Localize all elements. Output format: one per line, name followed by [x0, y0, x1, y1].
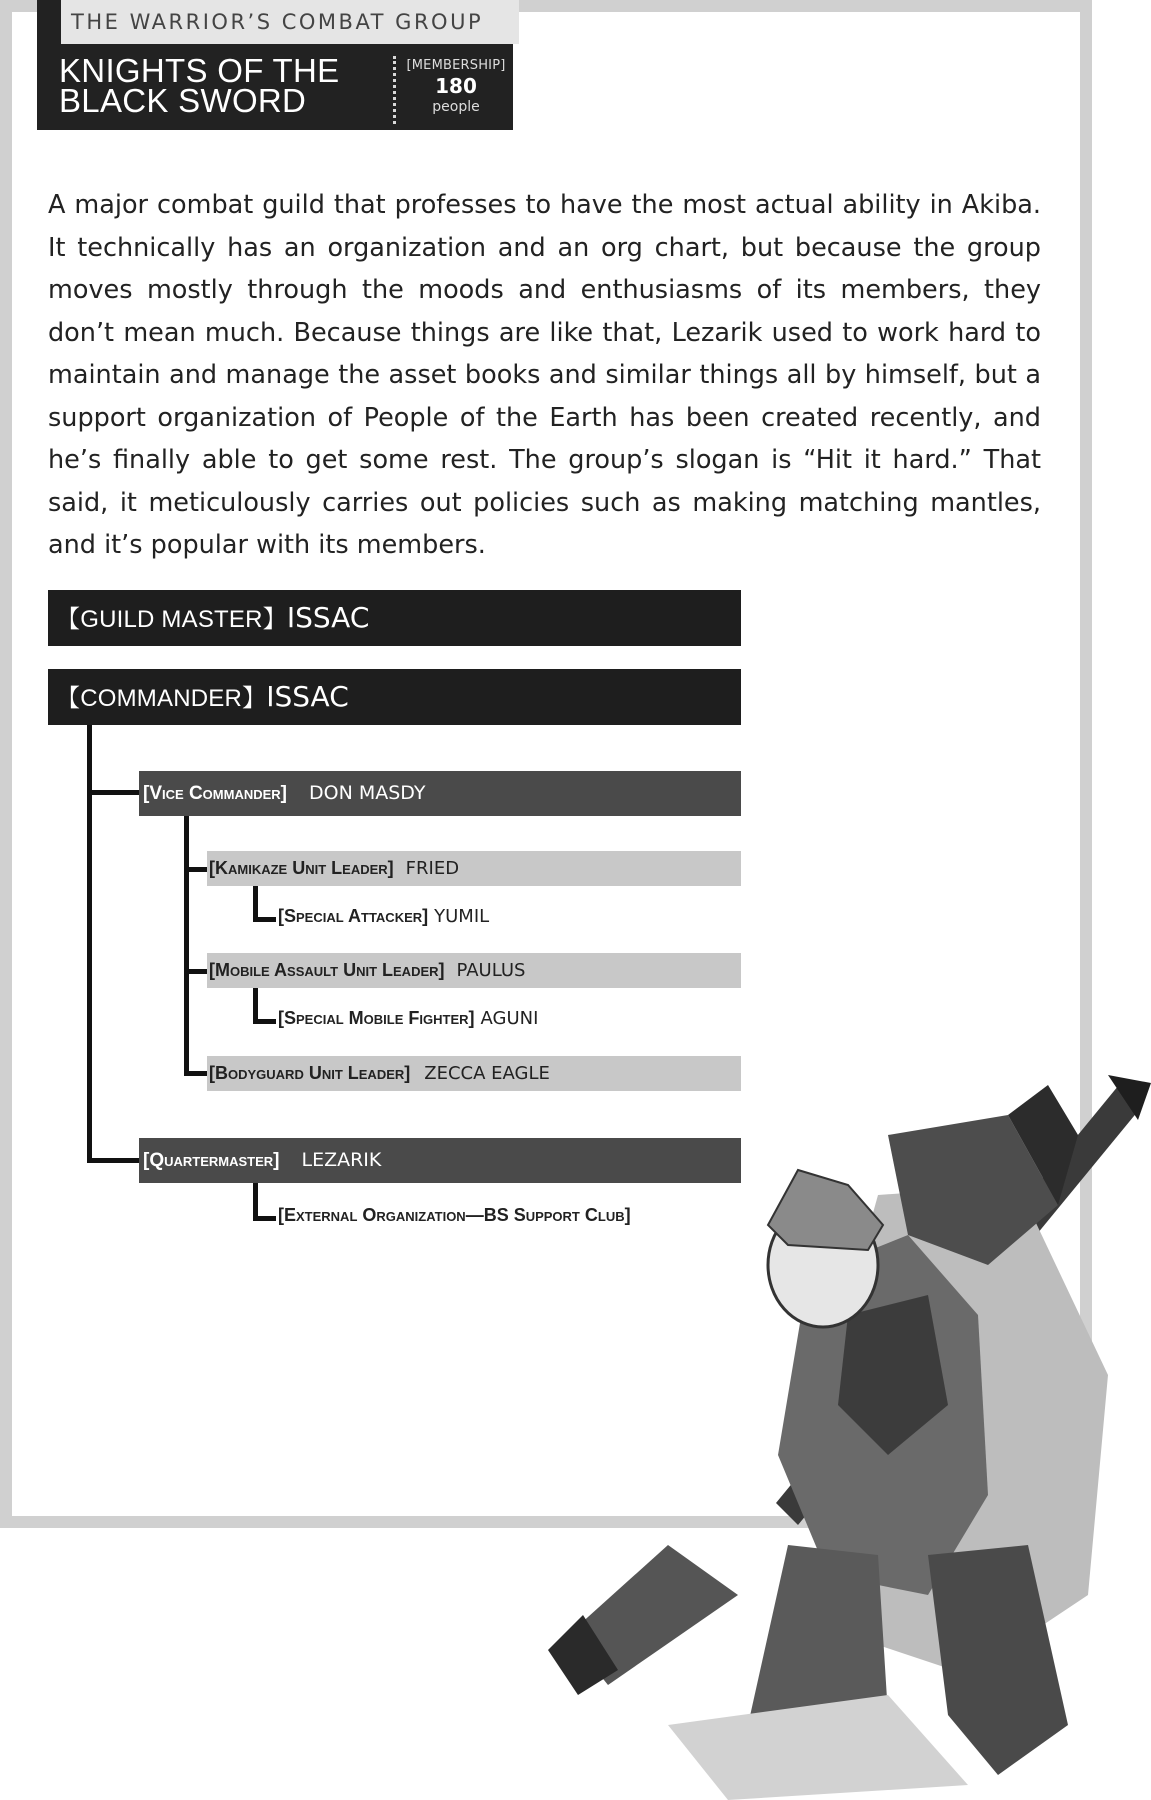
knight-illustration	[548, 1075, 1151, 1800]
membership-label: [MEMBERSHIP]	[406, 58, 506, 73]
connector-vice-trunk	[184, 816, 189, 1076]
connector-to-kamikaze	[184, 867, 207, 872]
special-attacker-role: [Special Attacker]	[278, 906, 429, 926]
connector-to-quartermaster	[87, 1158, 139, 1163]
vice-commander-role: [Vice Commander]	[143, 783, 287, 804]
page-frame-left-edge	[0, 0, 12, 1528]
quartermaster-role: [Quartermaster]	[143, 1150, 280, 1171]
connector-special-attacker-h	[253, 917, 276, 922]
kamikaze-leader-bar	[207, 851, 741, 886]
group-type-tag: THE WARRIOR’S COMBAT GROUP	[61, 0, 519, 44]
kamikaze-leader-role: [Kamikaze Unit Leader]	[209, 858, 394, 878]
membership-box	[403, 58, 509, 115]
special-attacker-name: YUMIL	[434, 906, 490, 927]
membership-unit: people	[432, 99, 480, 115]
guild-master-bar	[48, 590, 741, 646]
guild-description: A major combat guild that professes to have the most actual ability in Akiba. It technically has an organization and an org chart, but because the group moves mostly through the moods and enthusiasms of its members, they don’t mean much. Because things are like that, Lezarik used to work hard to maintain and manage the asset books and similar things all by himself, but a support organization of People of the Earth has been created recently, and he’s finally able to get some rest. The group’s slogan is “Hit it hard.” That said, it meticulously carries out policies such as making matching mantles, and it’s popular with its members.	[48, 190, 1041, 560]
connector-to-vice-commander	[87, 790, 139, 795]
connector-mobile-fighter-h	[253, 1019, 276, 1024]
knight-hair	[768, 1170, 883, 1250]
external-org-role: [External Organization—BS Support Club]	[278, 1205, 631, 1225]
quartermaster-name: LEZARIK	[301, 1149, 382, 1171]
special-mobile-fighter-role: [Special Mobile Fighter]	[278, 1008, 475, 1028]
guild-header	[37, 0, 513, 130]
connector-to-mobile-assault	[184, 969, 207, 974]
kamikaze-leader-name: FRIED	[405, 858, 460, 879]
guild-name-line2: BLACK SWORD	[59, 82, 307, 119]
membership-count: 180	[435, 74, 477, 98]
vice-commander-name: DON MASDY	[309, 782, 426, 804]
guild-master-role: 【GUILD MASTER】	[56, 606, 287, 633]
special-mobile-fighter-row	[278, 1000, 538, 1036]
special-mobile-fighter-name: AGUNI	[480, 1008, 539, 1029]
mobile-assault-leader-name: PAULUS	[456, 960, 526, 981]
commander-role: 【COMMANDER】	[56, 685, 267, 712]
guild-name-line1: KNIGHTS OF THE	[59, 52, 340, 89]
membership-separator	[393, 56, 396, 124]
cape-tail	[668, 1695, 968, 1800]
guild-master-name: ISSAC	[286, 601, 370, 634]
commander-bar	[48, 669, 741, 725]
connector-to-bodyguard	[184, 1071, 207, 1076]
commander-name: ISSAC	[266, 680, 349, 713]
mobile-assault-leader-bar	[207, 953, 741, 988]
special-attacker-row	[278, 898, 489, 934]
bodyguard-leader-name: ZECCA EAGLE	[424, 1063, 550, 1084]
guild-name	[59, 52, 389, 119]
vice-commander-bar	[139, 771, 741, 816]
mobile-assault-leader-role: [Mobile Assault Unit Leader]	[209, 960, 445, 980]
connector-external-org-h	[253, 1216, 276, 1221]
bodyguard-leader-role: [Bodyguard Unit Leader]	[209, 1063, 411, 1083]
